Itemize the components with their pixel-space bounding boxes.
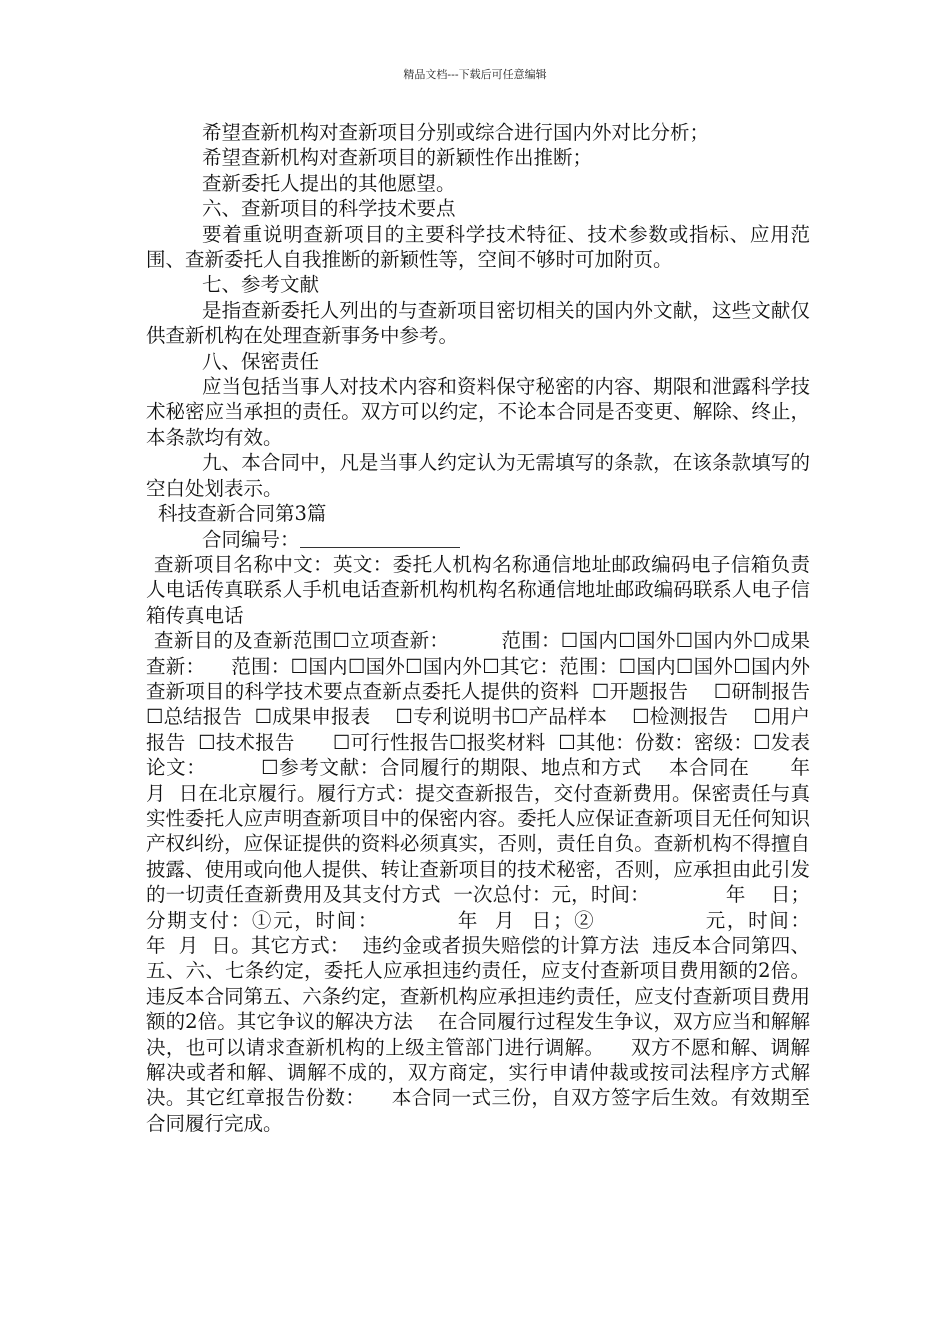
document-body: [146, 120, 872, 1136]
paragraph: 查新目的及查新范围☐立项查新： 范围：☐国内☐国外☐国内外☐成果查新： 范围：☐国内☐国外☐国内外☐其它：范围：☐国内☐国外☐国内外查新项目的科学技术要点查新点委托人提供的资料 ☐开题报告 ☐研制报告 ☐总结报告 ☐成果申报表 ☐专利说明书☐产品样本 ☐检测报告 ☐用户报告 ☐技术报告 ☐可行性报告☐报奖材料 ☐其他：份数：密级：☐发表论文： ☐参考文献：合同履行的期限、地点和方式 本合同在 年 月 日在北京履行。履行方式：提交查新报告，交付查新费用。保密责任与真实性委托人应声明查新项目中的保密内容。委托人应保证查新项目无任何知识产权纠纷，应保证提供的资料必须真实，否则，责任自负。查新机构不得擅自披露、使用或向他人提供、转让查新项目的技术秘密，否则，应承担由此引发的一切责任查新费用及其支付方式 一次总付：元，时间： 年 日； 分期支付：①元，时间： 年 月 日；② 元，时间： 年 月 日。其它方式： 违约金或者损失赔偿的计算方法 违反本合同第四、五、六、七条约定，委托人应承担违约责任，应支付查新项目费用额的2倍。违反本合同第五、六条约定，查新机构应承担违约责任，应支付查新项目费用额的2倍。其它争议的解决方法 在合同履行过程发生争议，双方应当和解解决，也可以请求查新机构的上级主管部门进行调解。 双方不愿和解、调解解决或者和解、调解不成的，双方商定，实行申请仲裁或按司法程序方式解决。其它红章报告份数： 本合同一式三份，自双方签字后生效。有效期至合同履行完成。: [146, 629, 872, 1135]
paragraph: 九、本合同中，凡是当事人约定认为无需填写的条款，在该条款填写的空白处划表示。: [146, 451, 810, 500]
paragraph: 查新项目名称中文：英文：委托人机构名称通信地址邮政编码电子信箱负责人电话传真联系人手机电话查新机构机构名称通信地址邮政编码联系人电子信箱传真电话: [146, 552, 810, 627]
page-header: 精品文档---下载后可任意编辑: [403, 68, 547, 81]
contract-number-line: [146, 527, 810, 552]
paragraph: 是指查新委托人列出的与查新项目密切相关的国内外文献，这些文献仅供查新机构在处理查新事务中参考。: [146, 298, 810, 348]
contract-number-blank: [300, 531, 460, 548]
document-title: 科技查新合同第3篇: [158, 502, 327, 526]
paragraph: 应当包括当事人对技术内容和资料保守秘密的内容、期限和泄露科学技术秘密应当承担的责任。双方可以约定，不论本合同是否变更、解除、终止，本条款均有效。: [146, 375, 810, 449]
paragraph: 希望查新机构对查新项目分别或综合进行国内外对比分析；: [202, 121, 710, 144]
section-heading: 七、参考文献: [202, 273, 320, 297]
section-heading: 八、保密责任: [202, 349, 320, 373]
contract-number-label: 合同编号：: [202, 527, 300, 551]
paragraph: 要着重说明查新项目的主要科学技术特征、技术参数或指标、应用范围、查新委托人自我推断的新颖性等，空间不够时可加附页。: [146, 222, 810, 272]
section-heading: 六、查新项目的科学技术要点: [202, 197, 456, 221]
paragraph: 查新委托人提出的其他愿望。: [202, 171, 456, 195]
paragraph: 希望查新机构对查新项目的新颖性作出推断；: [202, 146, 593, 170]
